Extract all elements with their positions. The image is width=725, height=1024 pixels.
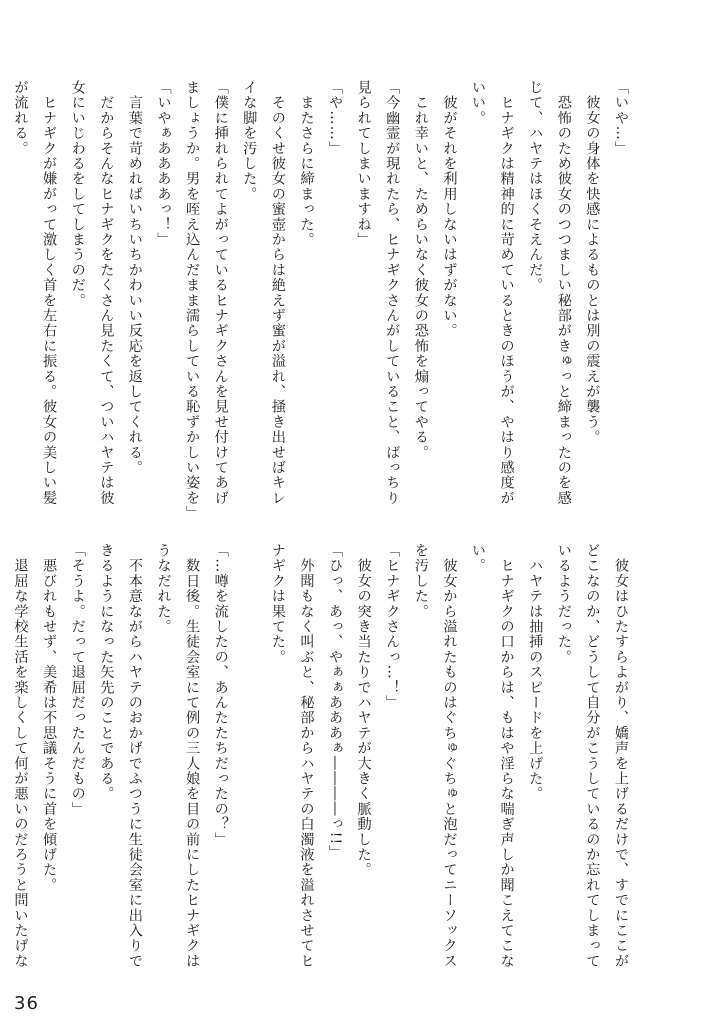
text-line: 「僕に挿れられてよがっているヒナギクさんを見せ付けてあげ <box>212 80 229 506</box>
text-line: 数日後。生徒会室にて例の三人娘を目の前にしたヒナギクは <box>184 543 201 969</box>
text-line: きるようになった矢先のことである。 <box>98 543 115 802</box>
text-line: 「…噂を流したの、あんたたちだったの？」 <box>212 543 229 847</box>
text-line: 「そうよ。だって退屈だったんだもの」 <box>69 543 86 817</box>
text-line: 彼女はひたすらよがり、嬌声を上げるだけで、すでにここが <box>613 543 629 969</box>
text-line <box>235 543 264 983</box>
text-line: 外聞もなく叫ぶと、秘部からハヤテの白濁液を溢れさせてヒ <box>298 543 315 969</box>
text-line: いるようだった。 <box>555 543 572 665</box>
text-line: 彼女の身体を快感によるものとは別の震えが襲う。 <box>584 80 601 445</box>
text-line <box>0 80 6 520</box>
text-line: ヒナギクの口からは、もはや淫らな喘ぎ声しか聞こえてこな <box>498 543 515 969</box>
text-line: 恐怖のため彼女のつつましい秘部がきゅっと締まったのを感 <box>555 80 572 506</box>
text-line: 「いやぁああああっ！」 <box>155 80 172 248</box>
text-line: 彼がそれを利用しないはずがない。 <box>441 80 458 339</box>
text-line: 女にいじわるをしてしまうのだ。 <box>69 80 86 308</box>
text-line: 「ヒナギクさんっ…！」 <box>384 543 401 711</box>
text-line: 言葉で苛めればいちいちかわいい反応を返してくれる。 <box>126 80 143 476</box>
text-line: 「ひっ、あっ、やぁぁあああぁ――――っ!!」 <box>327 543 344 861</box>
text-line: ヒナギクは精神的に苛めているときのほうが、やはり感度が <box>498 80 515 506</box>
text-line: 「や……」 <box>327 80 344 156</box>
text-line: ナギクは果てた。 <box>269 543 286 665</box>
text-line: ましょうか。男を咥え込んだまま濡らしている恥ずかしい姿を」 <box>184 80 201 521</box>
page-number: 36 <box>14 993 39 1014</box>
text-line: ヒナギクが嫌がって激しく首を左右に振る。彼女の美しい髪 <box>41 80 58 506</box>
text-line: が流れる。 <box>12 80 29 156</box>
text-line: いい。 <box>470 80 487 126</box>
text-line: うなだれた。 <box>155 543 172 635</box>
text-line: どこなのか、どうして自分がこうしているのか忘れてしまって <box>584 543 601 969</box>
text-line: 「今幽霊が現れたら、ヒナギクさんがしていること、ばっちり <box>384 80 401 506</box>
text-line: 彼女の突き当たりでハヤテが大きく脈動した。 <box>355 543 372 878</box>
text-line: い。 <box>470 543 487 574</box>
text-line: 悪びれもせず、美希は不思議そうに首を傾げた。 <box>41 543 58 893</box>
upper-text-block <box>0 80 635 520</box>
text-line: そのくせ彼女の蜜壺からは絶えず蜜が溢れ、掻き出せばキレ <box>269 80 286 506</box>
text-line: ハヤテは抽挿のスピードを上げた。 <box>527 543 544 802</box>
text-line: を汚した。 <box>412 543 429 619</box>
text-line: 不本意ながらハヤテのおかげでふつうに生徒会室に出入りで <box>126 543 143 969</box>
text-line: だからそんなヒナギクをたくさん見たくて、ついハヤテは彼 <box>98 80 115 506</box>
text-line: 退屈な学校生活を楽しくして何が悪いのだろうと問いたげな <box>12 543 29 969</box>
text-line: 見られてしまいますね」 <box>355 80 372 248</box>
text-line: これ幸いと、ためらいなく彼女の恐怖を煽ってやる。 <box>412 80 429 460</box>
text-line: イな脚を汚した。 <box>241 80 258 202</box>
text-line: 彼女から溢れたものはぐちゅぐちゅと泡だってニーソックス <box>441 543 458 969</box>
text-line: 「いや…」 <box>613 80 629 156</box>
text-line: じて、ハヤテはほくそえんだ。 <box>527 80 544 293</box>
text-line: またさらに締まった。 <box>298 80 315 248</box>
lower-text-block <box>0 543 635 983</box>
